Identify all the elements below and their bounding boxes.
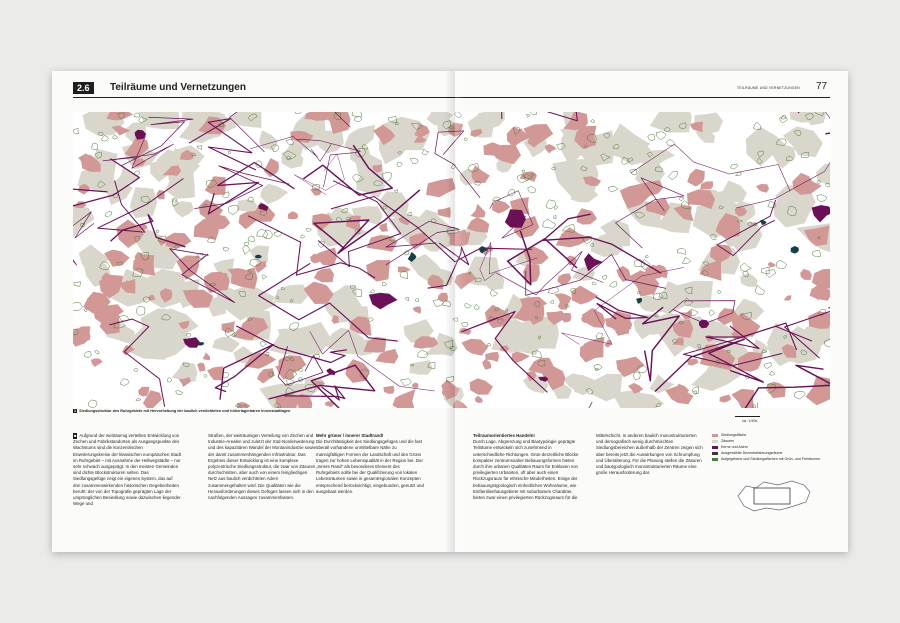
scale-label: ca. 1:50k (742, 419, 758, 423)
lead-marker-icon: ■ (74, 433, 77, 438)
column-4-heading: Teilraumorientiertes Handeln! (473, 433, 535, 438)
legend-label: Ausgewählte Dezentralisierungsräume (721, 450, 783, 455)
text-column-4 (473, 433, 581, 501)
caption-number: 1 (74, 409, 77, 413)
legend-swatch (712, 446, 718, 449)
text-column-1 (73, 433, 181, 507)
map-legend (712, 433, 822, 463)
column-4-text: Durch Lage, Abgrenzung und Bautypologie geprägte Teilräume entwickeln sich zunehmend in unterschiedliche Richtungen. Grün-derzeitliche Blöcke kompakter zentrumsnaher Bebauungsformen bieten durch ihre urbanen Qualitäten Raum für Enklaven von privilegierten Urbaniten, oft aber auch einen Rückzugsraum für ethnische Minderheiten. Einige der bebauungstypologisch einheitlichen Wohnräume, wie Einfamilienhausgebiete mit suburbanem Charakter, bieten zwar einen privilegierten Rückzugsraum für die (473, 439, 579, 501)
legend-swatch (712, 458, 718, 461)
legend-label: Zäsuren (721, 438, 735, 443)
legend-item (712, 433, 822, 438)
section-number: 2.6 (73, 82, 94, 94)
legend-item (712, 457, 822, 462)
legend-item (712, 439, 822, 444)
legend-swatch (712, 452, 718, 455)
map-caption (73, 409, 290, 413)
section-title: Teilräume und Vernetzungen (110, 82, 246, 93)
legend-label: Aufgegebene und Siedlungsflächen mit Grün- und Freiräumen (721, 456, 821, 461)
text-column-3 (316, 433, 424, 495)
column-1-text: Aufgrund der weiträumig verteilten Entwicklung von Zechen und Fabrikstandorten als Ausgangspunkte des Wachstums sind die konzentrischen Erweiterungskreise der klassischen europäischen Stadt im Ruhrgebiet – mit Ausnahme der Hellwegstädte – nur sehr schwach ausgeprägt. In den meisten Gemeinden sind dichte Blockstrukturen selten. Das Siedlungsgefüge zeigt ein eigenes System, das auf drei zusammenwirkenden historischen Gegebenheiten beruht: der von der Topografie geprägten Lage der ursprünglichen Besiedlung sowie dazwischen liegender Wege und (73, 433, 181, 507)
legend-label: Siedlungsfläche (721, 433, 747, 437)
scale-bar (735, 416, 760, 417)
page-number: 77 (816, 81, 828, 92)
book-spread (52, 71, 848, 552)
column-5-text: Mittelschicht. In anderen baulich monostrukturierten und demografisch wenig durchmischten Siedlungsbereichen außerhalb der Zentren zeigen sich aber bereits jetzt die Auswirkungen von Schrumpfung und Überalterung. Für die Planung stellen die Zäsuren und bautypologisch monostrukturierten Räume eine große Herausforderung dar. (596, 433, 703, 476)
header-rule (73, 97, 830, 98)
legend-swatch (712, 434, 718, 437)
map-area (237, 199, 257, 212)
column-2-text: Straßen, der weiträumigen Verteilung von Zechen und Industrie-Arealen und zuletzt der Süd-Norderweiterung und des kapazitären Wandel der Montanindustrie sowie der damit zusammenhängenden Infrastruktur. Das Ergebnis dieser Entwicklung ist eine komplexe polyzentrische Siedlungsstruktur, die zwar von Zäsuren durchschnitten, aber auch von einem feingliedrigen Netz aus baulich verdichteten Adern zusammengehalten wird. Die Qualitäten wie die Herausforderungen dieses Gefüges lassen sich in den nachfolgenden Aussagen zusammenfassen. (208, 433, 316, 501)
running-title: TEILRÄUME UND VERNETZUNGEN (737, 86, 800, 90)
text-column-5 (596, 433, 704, 476)
legend-item (712, 445, 822, 450)
legend-swatch (712, 440, 718, 443)
caption-text: Siedlungsstruktur des Ruhrgebiets mit Hervorhebung der baulich verdichteten und höherlagerbaren Innenstadtlagen (79, 409, 291, 413)
settlement-map (73, 112, 830, 408)
column-3-heading: Mehr grüner / innerer Stadtrand! (316, 433, 384, 438)
column-3-text: Die Durchlässigkeit des Siedlungsgefüges und die fast überall vorhandene unmittelbare Nähe zu mannigfaltigen Formen der Landschaft und des Grüns tragen zur hohen Lebensqualität in der Region bei. Der „Innere Rand“ als besonderes Element des Ruhrgebiets sollte bei der Qualifizierung von lokalen Lebensräumen sowie in gesamtregionalen Konzepten entsprechend berücksichtigt, eingebunden, genutzt und ausgebaut werden. (316, 439, 424, 494)
legend-item (712, 451, 822, 456)
legend-label: Kerne und Adern (721, 444, 748, 449)
region-inset-map (734, 476, 814, 516)
text-column-2 (208, 433, 316, 501)
